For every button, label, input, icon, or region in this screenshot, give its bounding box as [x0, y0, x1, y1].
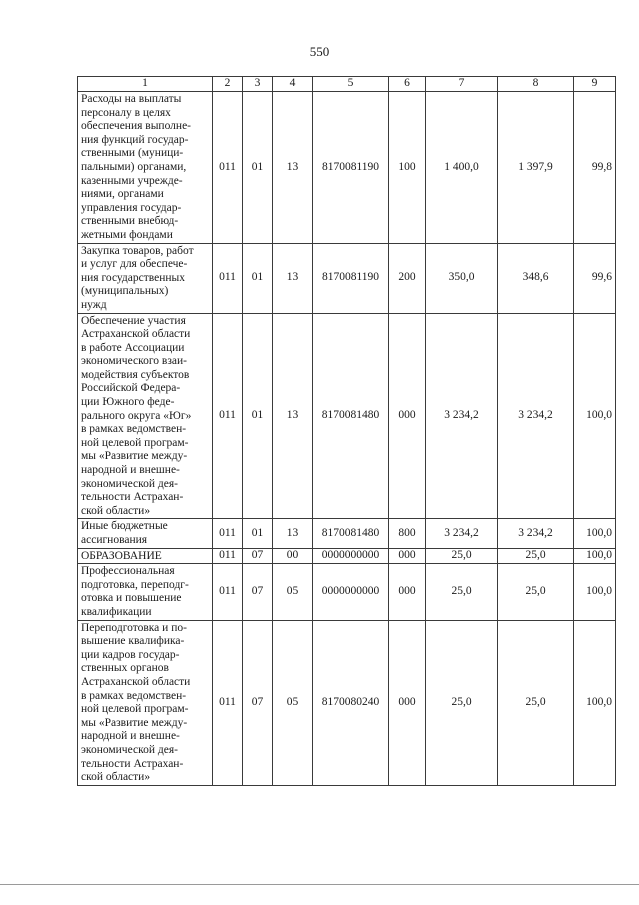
row-name-line: ния государственных — [81, 271, 186, 284]
executed-amount-cell: 348,6 — [498, 243, 574, 313]
page-number: 550 — [309, 44, 330, 59]
row-name-line: вышение квалифика- — [81, 635, 185, 648]
planned-amount-cell: 25,0 — [426, 564, 498, 620]
target-item-cell: 8170081480 — [313, 313, 389, 519]
row-name-line: отовка и повышение — [81, 592, 182, 605]
row-name — [78, 620, 213, 785]
subsection-cell: 13 — [273, 243, 313, 313]
column-header: 6 — [389, 77, 426, 92]
execution-percent-cell: 100,0 — [574, 519, 616, 548]
row-name-line: жетными фондами — [81, 228, 173, 241]
ministry-code-cell: 011 — [213, 92, 243, 244]
row-name-line: в рамках ведомствен- — [81, 689, 187, 702]
planned-amount-cell: 25,0 — [426, 548, 498, 564]
row-name-line: пальными) органами, — [81, 160, 187, 173]
column-header: 7 — [426, 77, 498, 92]
table-row — [78, 92, 616, 244]
column-header: 4 — [273, 77, 313, 92]
row-name-line: тельности Астрахан- — [81, 757, 184, 770]
executed-amount-cell: 3 234,2 — [498, 313, 574, 519]
executed-amount-cell: 1 397,9 — [498, 92, 574, 244]
subsection-cell: 13 — [273, 92, 313, 244]
row-name-line: ния функций государ- — [81, 133, 189, 146]
row-name-line: ассигнования — [81, 534, 148, 546]
row-name — [78, 243, 213, 313]
column-header: 9 — [574, 77, 616, 92]
row-name-line: ниями, органами — [81, 188, 164, 201]
column-number-row — [78, 77, 616, 92]
ministry-code-cell: 011 — [213, 548, 243, 564]
planned-amount-cell: 3 234,2 — [426, 313, 498, 519]
column-header: 5 — [313, 77, 389, 92]
expense-type-cell: 000 — [389, 313, 426, 519]
row-name-line: мы «Развитие между- — [81, 716, 188, 729]
subsection-cell: 05 — [273, 620, 313, 785]
row-name-line: Закупка товаров, работ — [81, 244, 194, 257]
subsection-cell: 13 — [273, 313, 313, 519]
subsection-cell: 05 — [273, 564, 313, 620]
row-name-line: народной и внешне- — [81, 464, 180, 477]
row-name-line: Переподготовка и по- — [81, 621, 187, 634]
subsection-cell: 00 — [273, 548, 313, 564]
target-item-cell: 8170080240 — [313, 620, 389, 785]
column-header: 3 — [243, 77, 273, 92]
row-name-line: народной и внешне- — [81, 730, 180, 743]
section-cell: 01 — [243, 519, 273, 548]
row-name-line: ской области» — [81, 504, 151, 517]
row-name-line: Иные бюджетные — [81, 520, 168, 533]
row-name-line: персоналу в целях — [81, 106, 171, 119]
executed-amount-cell: 3 234,2 — [498, 519, 574, 548]
row-name-line: управления государ- — [81, 201, 182, 214]
budget-execution-table — [77, 76, 616, 786]
ministry-code-cell: 011 — [213, 519, 243, 548]
row-name-line: Расходы на выплаты — [81, 93, 182, 105]
execution-percent-cell: 99,8 — [574, 92, 616, 244]
expense-type-cell: 200 — [389, 243, 426, 313]
section-cell: 01 — [243, 92, 273, 244]
row-name-line: ственных органов — [81, 662, 169, 675]
table-row — [78, 564, 616, 620]
column-header: 2 — [213, 77, 243, 92]
row-name-line: обеспечения выполне- — [81, 120, 192, 133]
row-name-line: в работе Ассоциации — [81, 341, 185, 354]
execution-percent-cell: 99,6 — [574, 243, 616, 313]
execution-percent-cell: 100,0 — [574, 548, 616, 564]
subsection-cell: 13 — [273, 519, 313, 548]
row-name-line: модействия субъектов — [81, 368, 190, 381]
row-name-line: Астраханской области — [81, 328, 191, 341]
target-item-cell: 8170081190 — [313, 92, 389, 244]
row-name-line: квалификации — [81, 605, 152, 618]
row-name — [78, 92, 213, 244]
table-row — [78, 519, 616, 548]
expense-type-cell: 100 — [389, 92, 426, 244]
section-cell: 01 — [243, 313, 273, 519]
row-name-line: экономического взаи- — [81, 355, 187, 368]
row-name-line: тельности Астрахан- — [81, 491, 184, 504]
executed-amount-cell: 25,0 — [498, 620, 574, 785]
row-name-line: казенными учрежде- — [81, 174, 183, 187]
target-item-cell: 0000000000 — [313, 564, 389, 620]
table-row — [78, 313, 616, 519]
executed-amount-cell: 25,0 — [498, 548, 574, 564]
row-name-line: Астраханской области — [81, 675, 191, 688]
row-name-line: ции кадров государ- — [81, 648, 180, 661]
ministry-code-cell: 011 — [213, 564, 243, 620]
row-name-line: экономической дея- — [81, 743, 178, 756]
row-name-line: ской области» — [81, 771, 151, 784]
row-name-line: и услуг для обеспече- — [81, 258, 188, 271]
expense-type-cell: 000 — [389, 620, 426, 785]
column-header: 1 — [78, 77, 213, 92]
row-name-line: ной целевой програм- — [81, 703, 189, 716]
planned-amount-cell: 1 400,0 — [426, 92, 498, 244]
section-cell: 07 — [243, 564, 273, 620]
row-name-line: ОБРАЗОВАНИЕ — [81, 549, 162, 562]
row-name-line: ции Южного феде- — [81, 396, 175, 409]
row-name — [78, 519, 213, 548]
row-name-line: подготовка, переподг- — [81, 578, 189, 591]
table-row — [78, 548, 616, 564]
section-cell: 07 — [243, 548, 273, 564]
row-name-line: ственными внебюд- — [81, 215, 179, 228]
row-name-line: мы «Развитие между- — [81, 450, 188, 463]
target-item-cell: 0000000000 — [313, 548, 389, 564]
row-name-line: экономической дея- — [81, 477, 178, 490]
execution-percent-cell: 100,0 — [574, 620, 616, 785]
row-name-line: Обеспечение участия — [81, 314, 186, 327]
row-name-line: рального округа «Юг» — [81, 409, 192, 422]
expense-type-cell: 800 — [389, 519, 426, 548]
ministry-code-cell: 011 — [213, 313, 243, 519]
column-header: 8 — [498, 77, 574, 92]
page-bottom-rule — [0, 884, 639, 885]
row-name — [78, 313, 213, 519]
section-cell: 01 — [243, 243, 273, 313]
planned-amount-cell: 25,0 — [426, 620, 498, 785]
row-name-line: ственными (муници- — [81, 147, 184, 160]
row-name-line: в рамках ведомствен- — [81, 423, 187, 436]
row-name — [78, 548, 213, 564]
row-name-line: нужд — [81, 298, 107, 311]
table-row — [78, 620, 616, 785]
target-item-cell: 8170081190 — [313, 243, 389, 313]
execution-percent-cell: 100,0 — [574, 564, 616, 620]
expense-type-cell: 000 — [389, 564, 426, 620]
execution-percent-cell: 100,0 — [574, 313, 616, 519]
expense-type-cell: 000 — [389, 548, 426, 564]
ministry-code-cell: 011 — [213, 243, 243, 313]
planned-amount-cell: 3 234,2 — [426, 519, 498, 548]
row-name — [78, 564, 213, 620]
planned-amount-cell: 350,0 — [426, 243, 498, 313]
target-item-cell: 8170081480 — [313, 519, 389, 548]
ministry-code-cell: 011 — [213, 620, 243, 785]
row-name-line: Российской Федера- — [81, 382, 181, 395]
row-name-line: (муниципальных) — [81, 285, 169, 298]
section-cell: 07 — [243, 620, 273, 785]
table-row — [78, 243, 616, 313]
row-name-line: ной целевой програм- — [81, 436, 189, 449]
executed-amount-cell: 25,0 — [498, 564, 574, 620]
row-name-line: Профессиональная — [81, 565, 175, 578]
